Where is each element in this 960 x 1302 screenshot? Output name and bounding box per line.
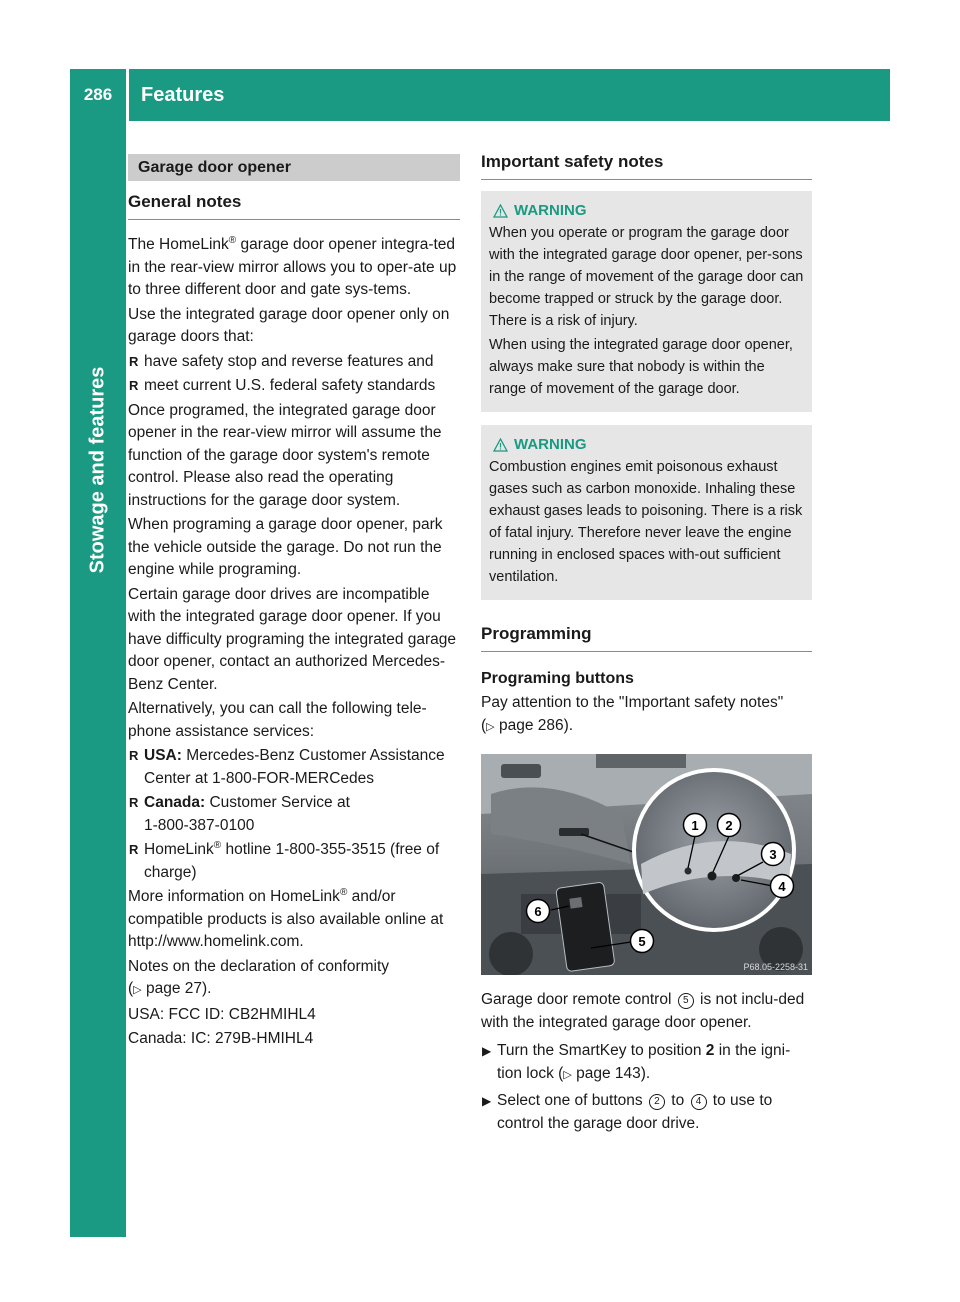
list-item: R meet current U.S. federal safety standards <box>128 375 460 398</box>
more-info-paragraph: More information on HomeLink® and/or compatible products is also available online at http://www.homelink.com. <box>128 886 444 950</box>
remote-note-paragraph: Garage door remote control 5 is not inclu-ded with the integrated garage door opener. <box>481 991 805 1031</box>
warning-text: When using the integrated garage door opener, always make sure that nobody is within the range of movement of the garage door. <box>489 337 793 397</box>
right-column <box>481 150 812 1137</box>
triangle-right-icon: ▷ <box>486 720 495 733</box>
callout-6 <box>527 900 550 923</box>
warning-text: When you operate or program the garage door with the integrated garage door opener, per-sons in the range of movement of the garage door can become trapped or struck by the garage door. There is a risk of injury. <box>489 225 804 329</box>
header-divider <box>126 69 129 121</box>
incompatible-paragraph: Certain garage door drives are incompatible with the integrated garage door opener. If you have difficulty programing the integrated garage door opener, contact an authorized Mercedes-Benz Center. <box>128 585 457 693</box>
pay-attention-paragraph: Pay attention to the "Important safety notes" (▷ page 286). <box>481 694 784 734</box>
page-reference-link[interactable]: page 286). <box>498 716 574 734</box>
warning-box <box>481 191 812 412</box>
svg-text:3: 3 <box>769 847 777 862</box>
svg-text:4: 4 <box>778 879 786 894</box>
side-tab-label: Stowage and features <box>86 366 109 574</box>
general-notes-heading: General notes <box>128 190 460 220</box>
svg-text:6: 6 <box>534 904 542 919</box>
callout-ref: 4 <box>691 1094 707 1110</box>
alternatively-paragraph: Alternatively, you can call the following tele-phone assistance services: <box>128 700 427 740</box>
step-arrow-icon: ▶ <box>482 1044 492 1058</box>
page-title: Features <box>141 83 225 106</box>
when-programming-paragraph: When programing a garage door opener, park the vehicle outside the garage. Do not run the engine while programing. <box>128 516 443 578</box>
triangle-right-icon: ▷ <box>563 1068 572 1081</box>
programming-buttons-heading: Programing buttons <box>481 670 634 687</box>
list-item: R HomeLink® hotline 1-800-355-3515 (free of charge) <box>129 839 440 881</box>
fcc-id: USA: FCC ID: CB2HMIHL4 <box>128 1005 316 1023</box>
ic-id: Canada: IC: 279B-HMIHL4 <box>128 1030 314 1047</box>
safety-heading: Important safety notes <box>481 150 812 180</box>
callout-ref: 5 <box>678 993 694 1009</box>
list-item: R USA: Mercedes-Benz Customer Assistance Center at 1-800-FOR-MERCedes <box>129 747 445 787</box>
bullet-icon: R <box>129 353 139 369</box>
side-tab <box>70 121 126 1237</box>
page-reference-link[interactable]: page 27). <box>145 980 212 997</box>
bullet-icon: R <box>129 842 139 857</box>
bullet-icon: R <box>129 378 139 393</box>
warning-text: Combustion engines emit poisonous exhaust gases such as carbon monoxide. Inhaling these exhaust gases leads to poisoning. There is a risk of fatal injury. Therefore never leave the engine running in enclosed spaces with-out sufficient ventilation. <box>489 459 803 585</box>
section-header: Garage door opener <box>128 154 460 181</box>
left-column <box>128 154 460 1053</box>
list-item: R have safety stop and reverse features and <box>128 351 460 374</box>
conformity-paragraph: Notes on the declaration of conformity (▷ page 27). <box>128 957 390 997</box>
once-programmed-paragraph: Once programed, the integrated garage door opener in the rear-view mirror will assume the function of the garage door system's remote control. Please also read the operating instructions for the garage door system. <box>128 401 442 509</box>
svg-text:2: 2 <box>725 818 733 833</box>
step-arrow-icon: ▶ <box>482 1094 492 1108</box>
registered-mark: ® <box>228 234 237 246</box>
svg-text:1: 1 <box>691 818 699 833</box>
intro-paragraph: The HomeLink® garage door opener integra-ted in the rear-view mirror allows you to oper-ate up to three different door and gate sys-tems. <box>128 234 457 298</box>
bullet-icon: R <box>129 795 139 810</box>
triangle-right-icon: ▷ <box>133 984 142 996</box>
photo-code: P68.05-2258-31 <box>743 962 808 972</box>
svg-text:5: 5 <box>638 934 646 949</box>
programming-buttons-photo <box>481 754 812 975</box>
warning-title: WARNING <box>514 202 587 219</box>
warning-title: WARNING <box>514 436 587 453</box>
callout-2 <box>718 814 741 837</box>
mirror-illustration <box>481 754 812 975</box>
callout-1 <box>684 814 707 837</box>
warning-triangle-icon <box>493 204 508 218</box>
step-item: ▶ Select one of buttons 2 to 4 to use to control the garage door drive. <box>482 1092 773 1132</box>
callout-5 <box>631 930 654 953</box>
use-only-paragraph: Use the integrated garage door opener only on garage doors that: <box>128 305 450 345</box>
step-item: ▶ Turn the SmartKey to position 2 in the igni-tion lock (▷ page 143). <box>482 1042 791 1082</box>
callout-ref: 2 <box>649 1094 665 1110</box>
callout-3 <box>762 843 785 866</box>
bullet-icon: R <box>129 748 139 763</box>
warning-triangle-icon <box>493 438 508 452</box>
warning-box <box>481 425 812 600</box>
page-number: 286 <box>83 85 113 104</box>
programming-heading: Programming <box>481 622 812 652</box>
page-reference-link[interactable]: page 143). <box>576 1064 651 1082</box>
list-item: R Canada: Customer Service at 1-800-387-0100 <box>129 794 350 834</box>
callout-4 <box>771 875 794 898</box>
